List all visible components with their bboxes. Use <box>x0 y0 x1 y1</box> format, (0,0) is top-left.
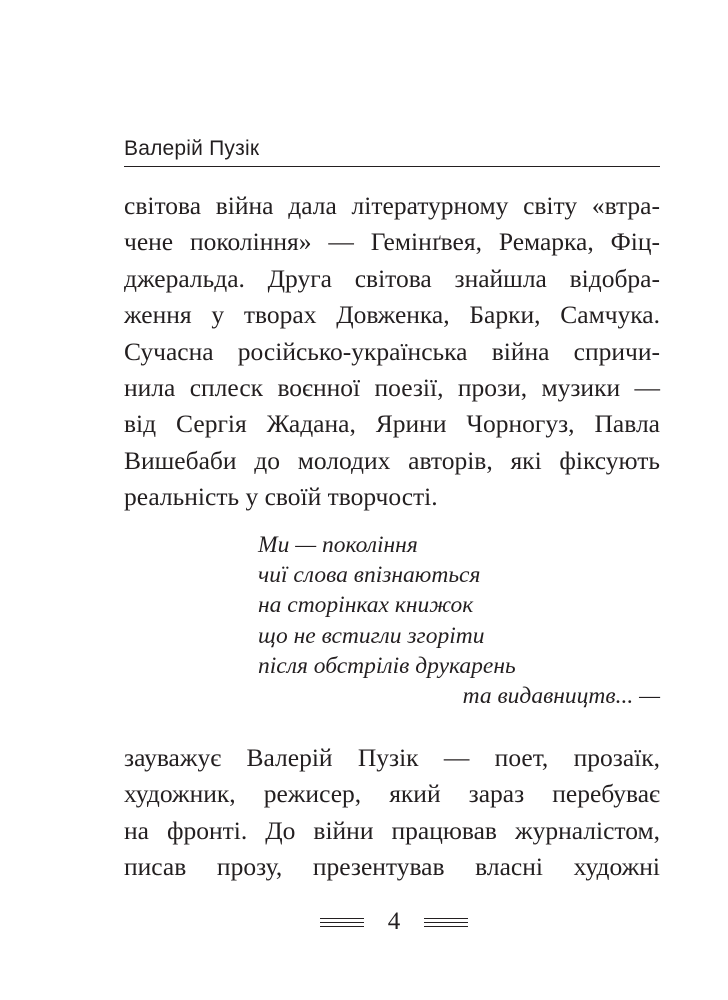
paragraph-2-line: на фронті. До війни працював журналістом, <box>124 815 660 845</box>
paragraph-2-line: писав прозу, презентував власні художні <box>124 852 660 882</box>
poem-epigraph <box>258 530 660 711</box>
ornament-lines-right <box>424 916 468 930</box>
poem-line: Ми — покоління <box>258 532 418 558</box>
ornament-lines-left <box>320 916 364 930</box>
paragraph-1-line: нила сплеск воєнної поезії, прози, музики — <box>124 372 660 402</box>
paragraph-1-line: світова війна дала літературному світу «втра- <box>124 191 660 220</box>
paragraph-1-line: чене покоління» — Гемінґвея, Ремарка, Фіц- <box>124 227 660 257</box>
running-head-author: Валерій Пузік <box>124 137 260 160</box>
poem-line: на сторінках книжок <box>258 592 474 619</box>
running-head <box>124 136 660 167</box>
page-footer <box>0 906 728 940</box>
paragraph-1-line: від Сергія Жадана, Ярини Чорногуз, Павла <box>124 409 660 439</box>
poem-line: та видавництв... — <box>462 683 660 710</box>
paragraph-2-line: зауважує Валерій Пузік — поет, прозаїк, <box>124 743 660 772</box>
poem-line: після обстрілів друкарень <box>258 652 516 679</box>
paragraph-2-line: художник, режисер, який зараз перебуває <box>124 779 660 809</box>
poem-line: чиї слова впізнаються <box>258 562 481 589</box>
paragraph-1-line: Сучасна російсько-українська війна спричи- <box>124 336 660 366</box>
page-number: 4 <box>387 908 401 935</box>
paragraph-2 <box>124 740 660 886</box>
paragraph-1 <box>124 188 660 516</box>
paragraph-1-line: ження у творах Довженка, Барки, Самчука. <box>124 300 660 330</box>
paragraph-1-line: Вишебаби до молодих авторів, які фіксують <box>124 445 660 475</box>
paragraph-1-line: реальність у своїй творчості. <box>124 482 438 512</box>
paragraph-1-line: джеральда. Друга світова знайшла відобра- <box>124 263 660 293</box>
poem-line: що не встигли згоріти <box>258 622 485 649</box>
